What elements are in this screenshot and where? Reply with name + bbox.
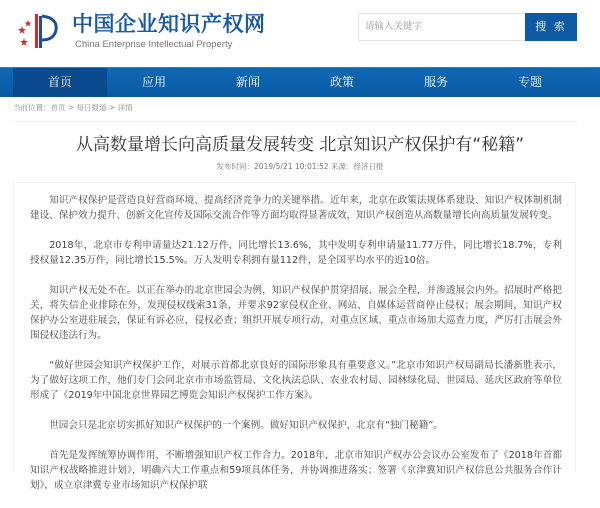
main-nav (0, 67, 600, 97)
search-input[interactable]: 请输入关键字 (358, 13, 526, 41)
brand-english-name: China Enterprise Intellectual Property (75, 39, 233, 50)
nav-item-policy[interactable]: 政策 (329, 75, 354, 89)
article-paragraph: 首先是发挥统筹协调作用，不断增强知识产权工作合力。2018年，北京市知识产权办公会议办公室发布了《2018年首都知识产权战略推进计划》，明确六大工作重点和59项具体任务，并协调推进落实；签署《京津冀知识产权信息公共服务合作计划》，成立京津冀专业市场知识产权保护联 (30, 450, 562, 491)
nav-item-services[interactable]: 服务 (423, 75, 448, 89)
article-paragraph: 知识产权无处不在。以正在举办的北京世园会为例，知识产权保护贯穿招展、展会全程，并渗透展会内外。招展时严格把关，将失信企业排除在外，发现侵权线索31条，并要求92家侵权企业、网站、自媒体运营商停止侵权；展会期间，知识产权保护办公室进驻展会，保证有诉必应，侵权必查；组织开展专项行动，对重点区域、重点市场加大巡查力度，严厉打击展会外围侵权违法行为。 (30, 285, 562, 341)
nav-item-home[interactable]: 首页 (13, 68, 107, 97)
brand-name: 中国企业知识产权网 (72, 12, 266, 36)
article-paragraph: 世园会只是北京切实抓好知识产权保护的一个案例。做好知识产权保护，北京有“独门秘籍”。 (49, 420, 443, 431)
site-logo-icon[interactable] (14, 10, 64, 50)
article-paragraph: 知识产权保护是营造良好营商环境、提高经济竞争力的关键举措。近年来，北京在政策法规体系建设、知识产权体制机制建设、保护效力提升、创新文化宣传及国际交流合作等方面均取得显著成效，知识产权创造从高数量增长向高质量发展转变。 (30, 195, 562, 221)
article-paragraph: “做好世园会知识产权保护工作，对展示首都北京良好的国际形象具有重要意义。”北京市知识产权局副局长潘新胜表示，为了做好这项工作，他们专门会同北京市市场监管局、文化执法总队、农业农村局、园林绿化局、世园局、延庆区政府等单位形成了《2019年中国北京世界园艺博览会知识产权保护工作方案》。 (30, 360, 562, 401)
article-body (30, 193, 562, 508)
divider (13, 121, 577, 122)
breadcrumb: 当前位置：首页 > 每日报道 > 详情 (13, 103, 133, 112)
nav-item-topics[interactable]: 专题 (517, 75, 542, 89)
article-title: 从高数量增长向高质量发展转变 北京知识产权保护有“秘籍” (75, 135, 525, 155)
site-header (0, 0, 600, 64)
article-paragraph: 2018年，北京市专利申请量达21.12万件，同比增长13.6%，其中发明专利申请量11.77万件，同比增长18.7%，专利授权量12.35万件，同比增长15.5%。万人发明专利拥有量112件，是全国平均水平的近10倍。 (30, 240, 562, 266)
article-meta: 发布时间：2019/5/21 10:01:52 来源：经济日报 (216, 162, 384, 171)
nav-item-apps[interactable]: 应用 (141, 75, 166, 89)
nav-item-news[interactable]: 新闻 (235, 75, 260, 89)
search-button[interactable]: 搜 索 (525, 13, 577, 41)
